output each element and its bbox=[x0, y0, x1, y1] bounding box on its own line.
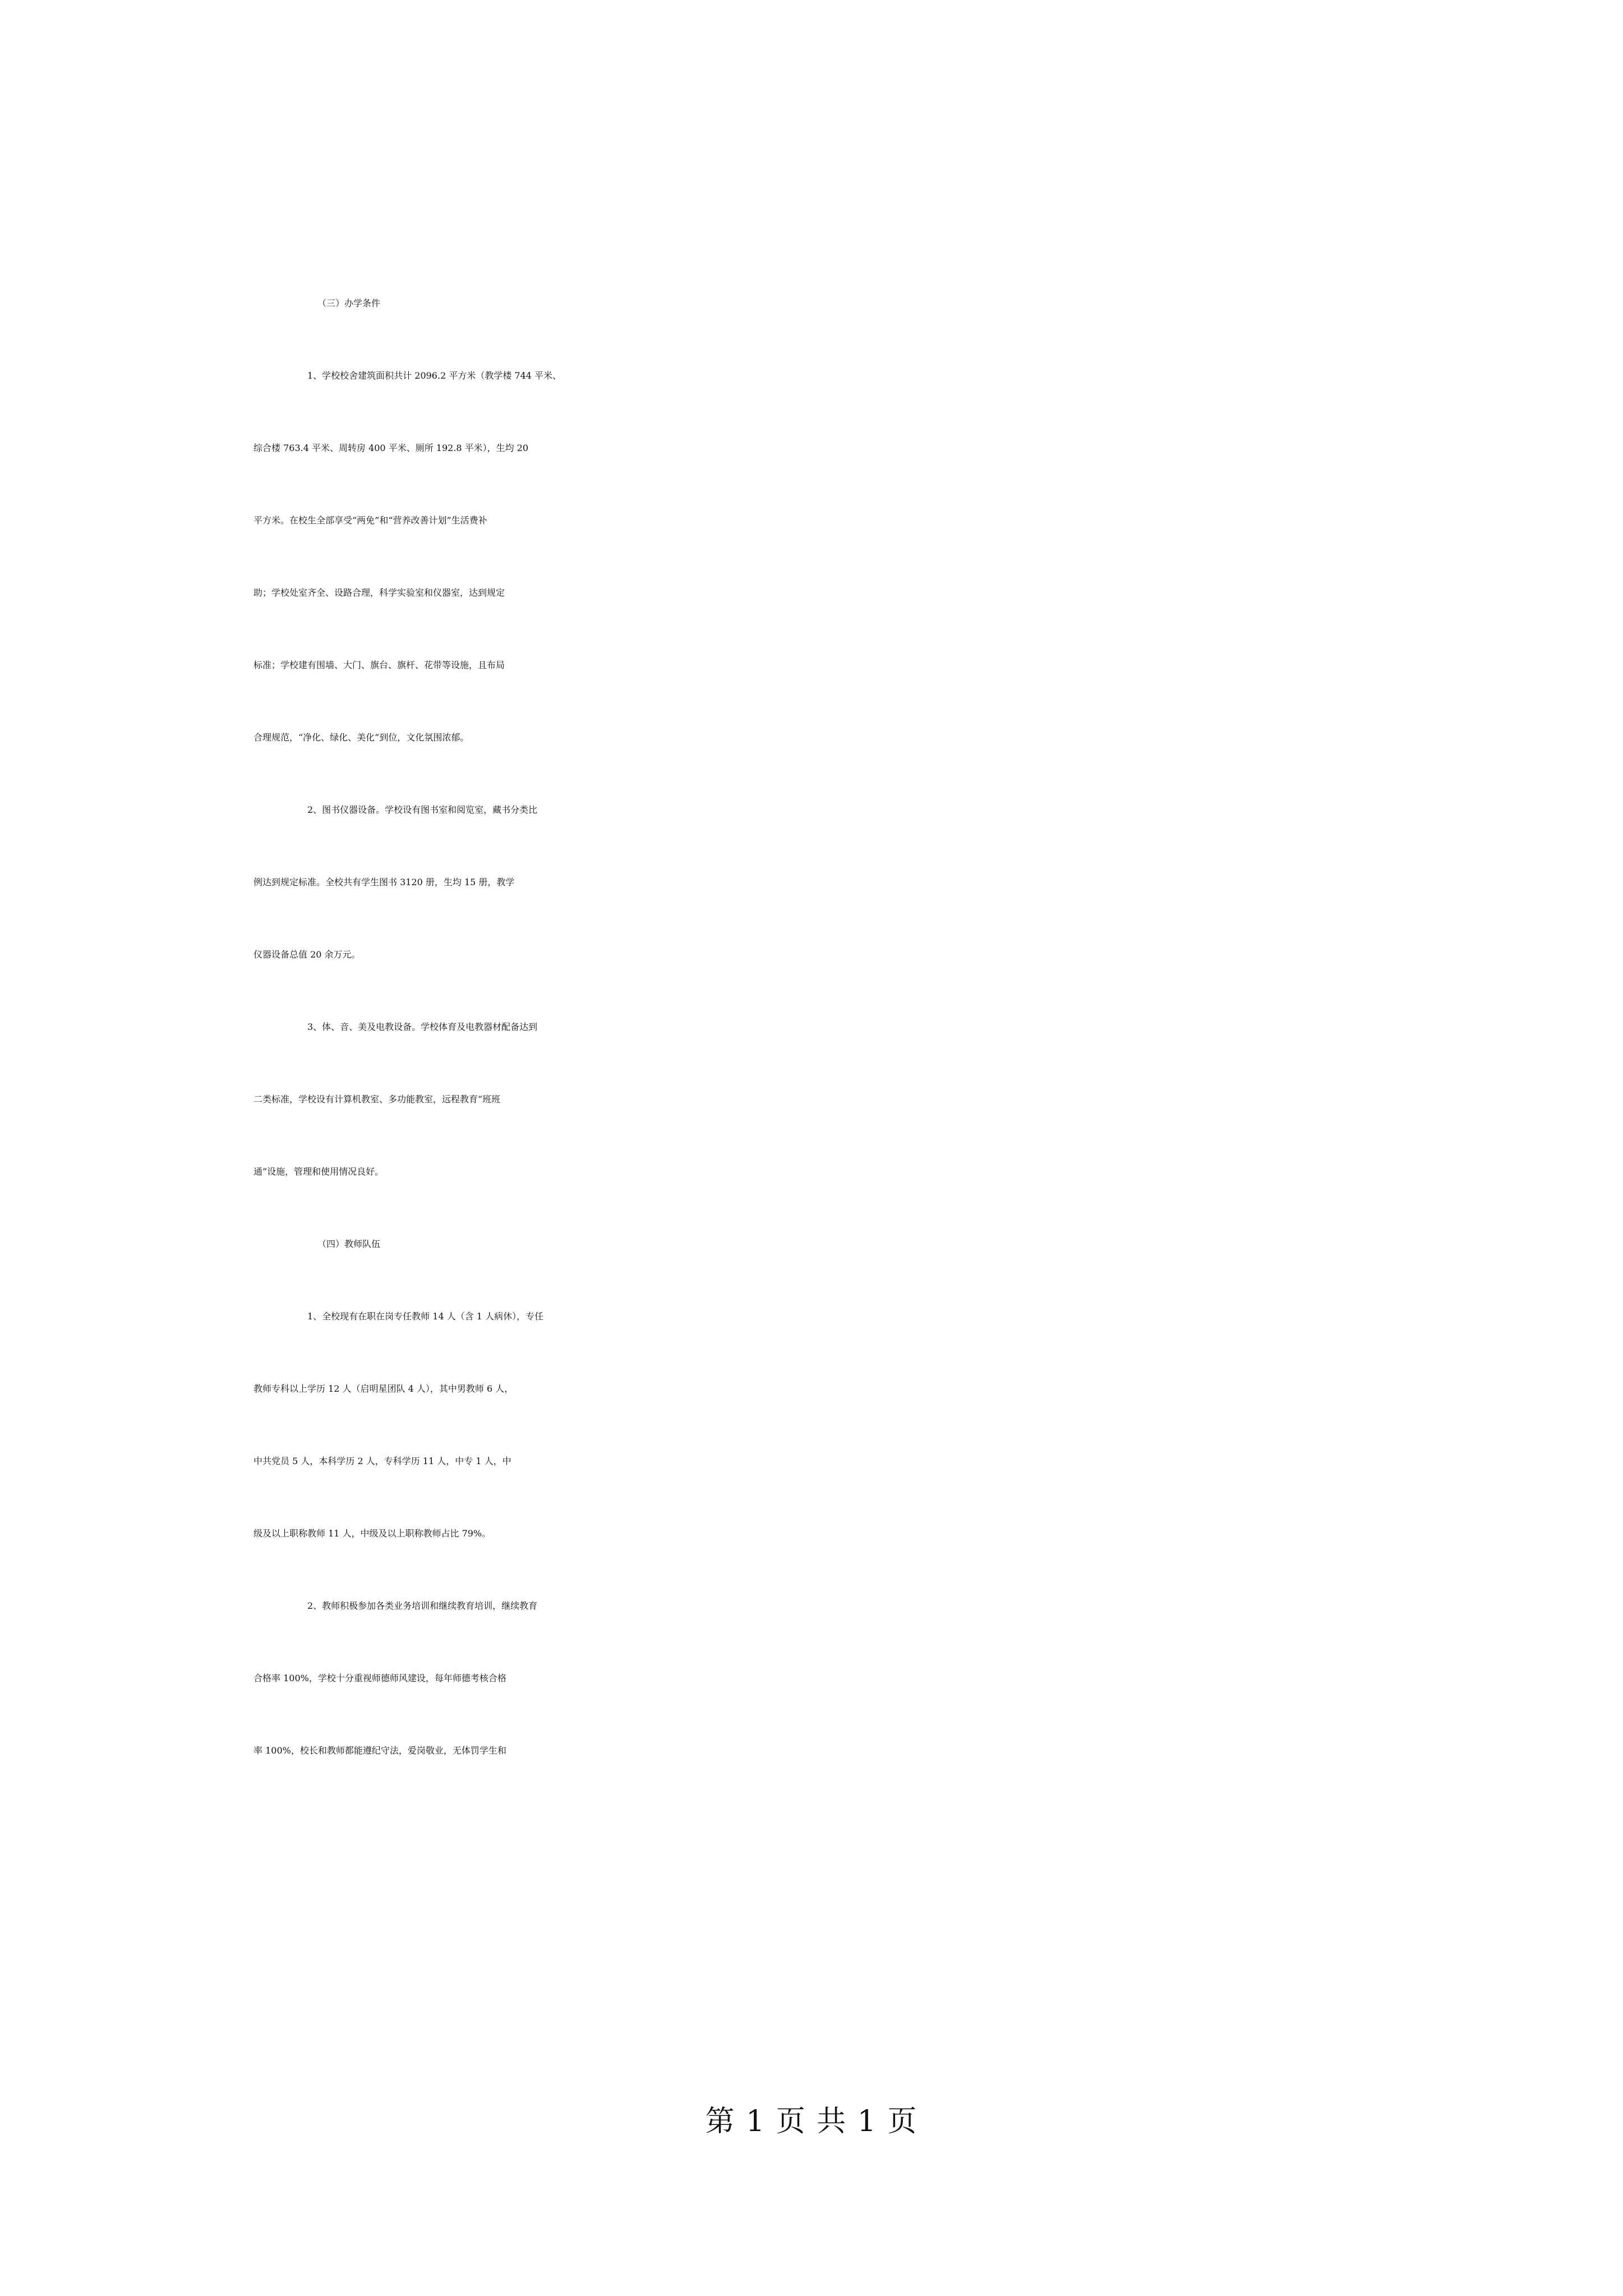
text-line: 平方米。在校生全部享受“两免”和“营养改善计划”生活费补 bbox=[253, 515, 487, 526]
text-line: 标准；学校建有围墙、大门、旗台、旗杆、花带等设施，且布局 bbox=[253, 660, 505, 670]
text-line: 3、体、音、美及电教设备。学校体育及电教器材配备达到 bbox=[307, 1022, 538, 1032]
text-line: 合理规范，“净化、绿化、美化”到位，文化氛围浓郁。 bbox=[253, 732, 469, 743]
text-line: 仪器设备总值 20 余万元。 bbox=[253, 949, 361, 960]
text-line: 综合楼 763.4 平米、周转房 400 平米、厕所 192.8 平米），生均 20 bbox=[253, 443, 529, 453]
paragraph bbox=[253, 1599, 1420, 1816]
text-line: 2、图书仪器设备。学校设有图书室和阅览室，藏书分类比 bbox=[307, 804, 538, 815]
document-body bbox=[253, 296, 1420, 1816]
text-line: 通”设施，管理和使用情况良好。 bbox=[253, 1166, 384, 1177]
text-line: 1、学校校舍建筑面积共计 2096.2 平方米（教学楼 744 平米、 bbox=[307, 370, 562, 381]
text-line: 教师专科以上学历 12 人（启明星团队 4 人），其中男教师 6 人， bbox=[253, 1383, 514, 1394]
text-line: 级及以上职称教师 11 人，中级及以上职称教师占比 79%。 bbox=[253, 1528, 491, 1539]
paragraph bbox=[253, 803, 1420, 1020]
text-line: 例达到规定标准。全校共有学生图书 3120 册，生均 15 册，教学 bbox=[253, 877, 515, 887]
section-heading-conditions: （三）办学条件 bbox=[317, 298, 381, 309]
section-heading-teachers: （四）教师队伍 bbox=[317, 1239, 381, 1249]
text-line: 中共党员 5 人，本科学历 2 人，专科学历 11 人，中专 1 人，中 bbox=[253, 1456, 511, 1466]
text-line: 助；学校处室齐全、设路合理，科学实验室和仪器室，达到规定 bbox=[253, 587, 505, 598]
page-footer: 第 1 页 共 1 页 bbox=[705, 2105, 918, 2138]
paragraph bbox=[253, 369, 1420, 803]
paragraph bbox=[253, 1309, 1420, 1599]
paragraph bbox=[253, 1020, 1420, 1237]
text-line: 1、全校现有在职在岗专任教师 14 人（含 1 人病休），专任 bbox=[307, 1311, 544, 1322]
text-line: 率 100%，校长和教师都能遵纪守法，爱岗敬业，无体罚学生和 bbox=[253, 1745, 506, 1756]
text-line: 合格率 100%，学校十分重视师德师风建设，每年师德考核合格 bbox=[253, 1673, 506, 1683]
text-line: 2、教师积极参加各类业务培训和继续教育培训，继续教育 bbox=[307, 1600, 538, 1611]
text-line: 二类标准，学校设有计算机教室、多功能教室，远程教育“班班 bbox=[253, 1094, 501, 1105]
